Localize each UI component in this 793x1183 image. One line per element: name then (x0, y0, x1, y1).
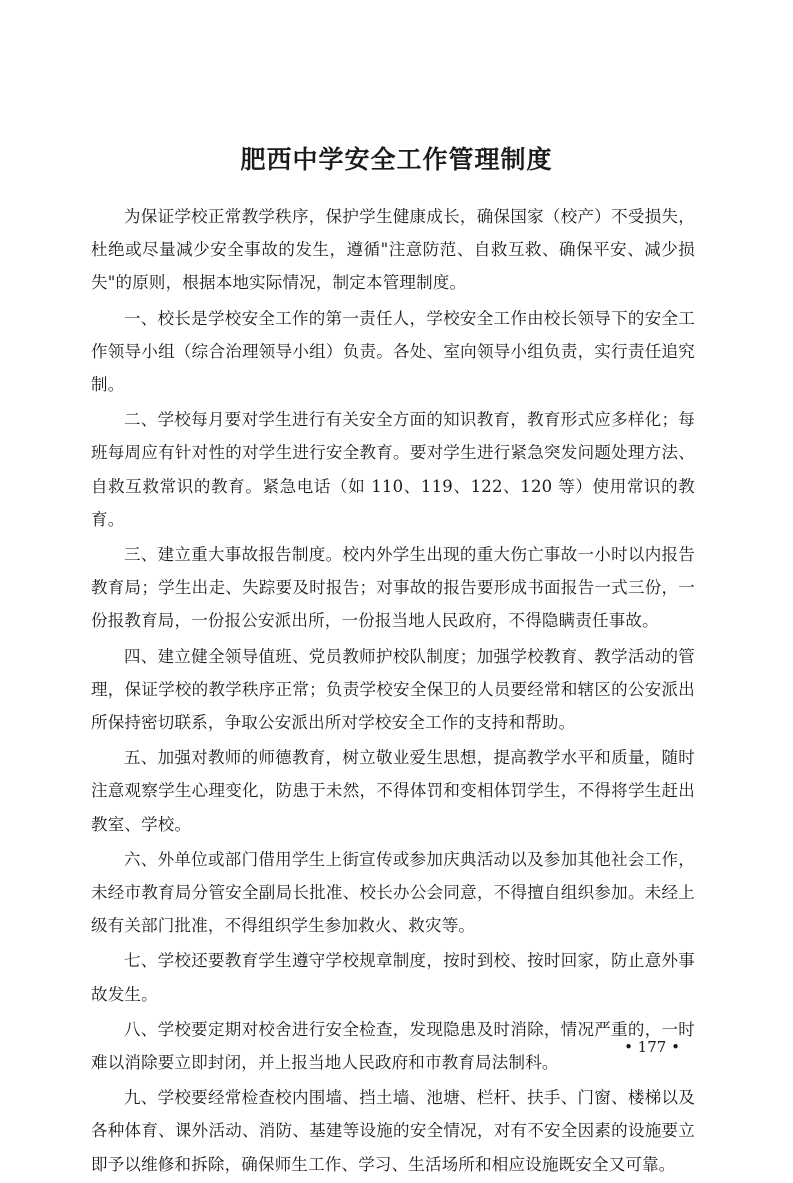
paragraph-1: 一、校长是学校安全工作的第一责任人，学校安全工作由校长领导下的安全工作领导小组（综合治理领导小组）负责。各处、室向领导小组负责，实行责任追究制。 (91, 308, 695, 395)
paragraph-intro: 为保证学校正常教学秩序，保护学生健康成长，确保国家（校产）不受损失，杜绝或尽量减少安全事故的发生，遵循"注意防范、自救互救、确保平安、减少损失"的原则，根据本地实际情况，制定本管理制度。 (91, 207, 695, 293)
paragraph-7: 七、学校还要教育学生遵守学校规章制度，按时到校、按时回家，防止意外事故发生。 (91, 951, 695, 1004)
paragraph-6: 六、外单位或部门借用学生上街宣传或参加庆典活动以及参加其他社会工作，未经市教育局分管安全副局长批准、校长办公会同意，不得擅自组织参加。未经上级有关部门批准，不得组织学生参加救火、救灾等。 (91, 849, 695, 936)
paragraph-4: 四、建立健全领导值班、党员教师护校队制度；加强学校教育、教学活动的管理，保证学校的教学秩序正常；负责学校安全保卫的人员要经常和辖区的公安派出所保持密切联系，争取公安派出所对学校安全工作的支持和帮助。 (91, 646, 695, 733)
paragraph-5: 五、加强对教师的师德教育，树立敬业爱生思想，提高教学水平和质量，随时注意观察学生心理变化，防患于未然，不得体罚和变相体罚学生，不得将学生赶出教室、学校。 (91, 748, 695, 834)
document-body (91, 200, 695, 1183)
paragraph-3: 三、建立重大事故报告制度。校内外学生出现的重大伤亡事故一小时以内报告教育局；学生出走、失踪要及时报告；对事故的报告要形成书面报告一式三份，一份报教育局，一份报公安派出所，一份报当地人民政府，不得隐瞒责任事故。 (91, 545, 695, 631)
paragraph-9: 九、学校要经常检查校内围墙、挡土墙、池塘、栏杆、扶手、门窗、楼梯以及各种体育、课外活动、消防、基建等设施的安全情况，对有不安全因素的设施要立即予以维修和拆除，确保师生工作、学习、生活场所和相应设施既安全又可靠。 (91, 1088, 695, 1174)
document-title: 肥西中学安全工作管理制度 (240, 145, 553, 174)
page-number: • 177 • (624, 1038, 680, 1056)
paragraph-8: 八、学校要定期对校舍进行安全检查，发现隐患及时消除，情况严重的，一时难以消除要立即封闭，并上报当地人民政府和市教育局法制科。 (91, 1019, 695, 1073)
paragraph-2: 二、学校每月要对学生进行有关安全方面的知识教育，教育形式应多样化；每班每周应有针对性的对学生进行安全教育。要对学生进行紧急突发问题处理方法、自救互救常识的教育。紧急电话（如 110、119、122、120 等）使用常识的教育。 (91, 410, 695, 529)
